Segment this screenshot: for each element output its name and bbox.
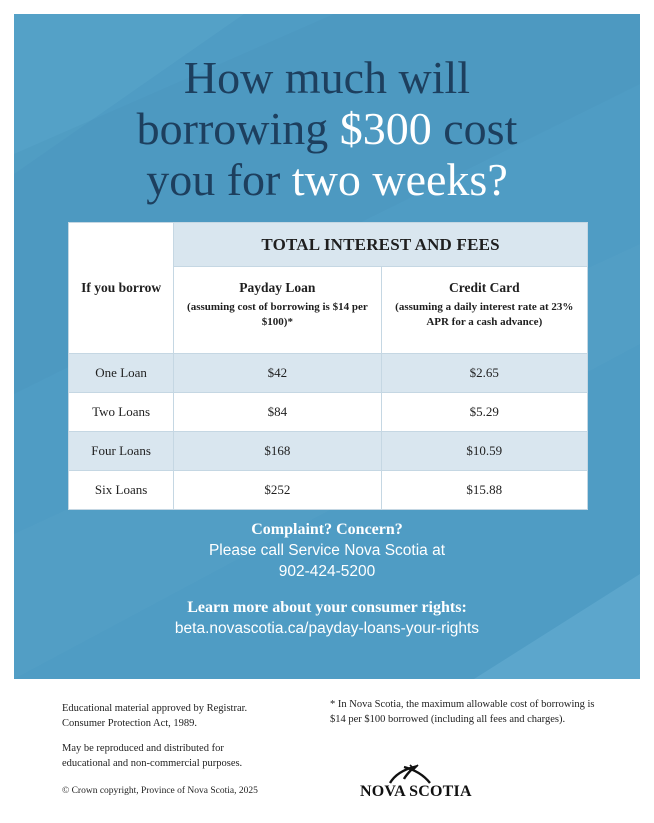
payday-value: $168 [174, 432, 381, 471]
payday-value: $84 [174, 393, 381, 432]
payday-value: $42 [174, 354, 381, 393]
contact-block [14, 519, 640, 582]
headline-line2-pre: borrowing [136, 103, 340, 154]
row-label: One Loan [69, 354, 174, 393]
saltire-icon [360, 763, 480, 785]
credit-card-header [381, 267, 587, 354]
payday-loan-note: (assuming cost of borrowing is $14 per $100)* [187, 301, 368, 328]
credit-value: $15.88 [381, 471, 587, 510]
table-row [69, 393, 588, 432]
rights-heading: Learn more about your consumer rights: [187, 599, 467, 616]
credit-card-note: (assuming a daily interest rate at 23% APR for a cash advance) [395, 301, 574, 328]
group-header: TOTAL INTEREST AND FEES [174, 223, 588, 267]
credit-card-title: Credit Card [448, 280, 520, 295]
headline-line2-post: cost [431, 103, 518, 154]
table-row [69, 432, 588, 471]
approval-line: Consumer Protection Act, 1989. [62, 718, 198, 729]
payday-value: $252 [174, 471, 381, 510]
rights-block [14, 597, 640, 639]
reproduce-line: May be reproduced and distributed for [62, 743, 224, 754]
contact-phone[interactable]: 902-424-5200 [278, 563, 376, 580]
rights-url-link[interactable]: beta.novascotia.ca/payday-loans-your-rights [174, 620, 480, 637]
row-label: Two Loans [69, 393, 174, 432]
contact-line: Please call Service Nova Scotia at [208, 542, 446, 559]
table-row [69, 471, 588, 510]
footnote-line: * In Nova Scotia, the maximum allowable cost of borrowing is [330, 699, 595, 710]
approval-note [62, 701, 247, 731]
headline [14, 52, 640, 205]
credit-value: $10.59 [381, 432, 587, 471]
headline-line3-pre: you for [146, 154, 292, 205]
reproduce-line: educational and non-commercial purposes. [62, 758, 243, 769]
contact-heading: Complaint? Concern? [251, 521, 403, 538]
credit-value: $5.29 [381, 393, 587, 432]
headline-amount: $300 [339, 103, 432, 154]
payday-loan-header [174, 267, 381, 354]
footnote [330, 697, 595, 727]
table-row [69, 354, 588, 393]
reproduce-note [62, 741, 242, 771]
logo-wordmark: NOVA SCOTIA [360, 783, 472, 800]
cost-comparison-table [68, 222, 588, 510]
poster-panel [14, 14, 640, 679]
headline-duration: two weeks? [291, 154, 508, 205]
borrow-header: If you borrow [69, 223, 174, 354]
credit-value: $2.65 [381, 354, 587, 393]
nova-scotia-logo [360, 763, 480, 803]
row-label: Four Loans [69, 432, 174, 471]
approval-line: Educational material approved by Registrar. [62, 703, 248, 714]
footnote-line: $14 per $100 borrowed (including all fees and charges). [330, 714, 566, 725]
payday-loan-title: Payday Loan [239, 280, 316, 295]
copyright: © Crown copyright, Province of Nova Scotia, 2025 [62, 786, 258, 796]
row-label: Six Loans [69, 471, 174, 510]
headline-line1: How much will [183, 52, 471, 103]
